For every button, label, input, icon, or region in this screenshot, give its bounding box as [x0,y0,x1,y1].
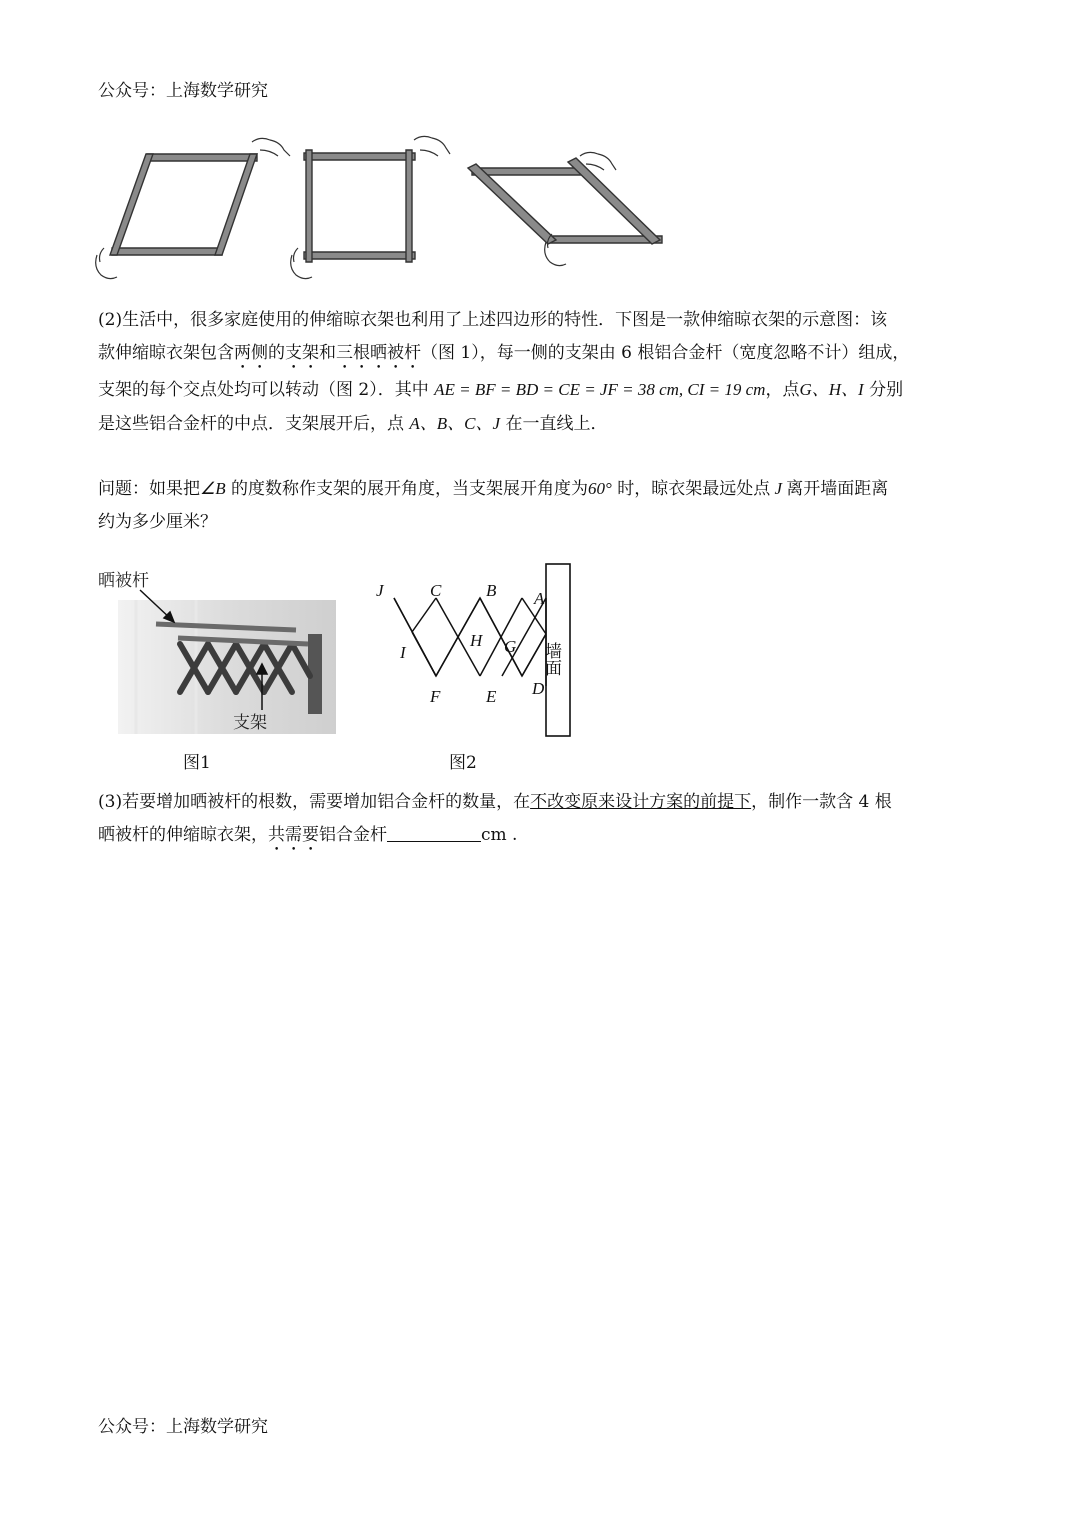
question-paragraph [98,472,982,539]
point-label: D [532,679,545,698]
figure-1-caption: 图1 [183,753,211,773]
collinear-points: A、B、C、J [409,414,501,433]
part-3-line-1: (3)若要增加晒被杆的根数，需要增加铝合金杆的数量，在不改变原来设计方案的前提下，制作一款含 4 根 [98,792,892,812]
quadrilateral-frames-illustration [92,130,672,290]
point-j: J [770,479,787,498]
point-label: H [470,631,483,650]
question-line-2: 约为多少厘米？ [98,512,217,532]
figure-2-caption: 图2 [449,753,477,773]
part-2-line-1: (2)生活中，很多家庭使用的伸缩晾衣架也利用了上述四边形的特性．下图是一款伸缩晾衣架的示意图：该 [98,310,888,330]
label-support-frame: 支架 [233,713,267,733]
point-label: G [504,637,517,656]
label-drying-rod: 晒被杆 [98,571,149,591]
wall-label: 墙面 [541,642,561,676]
emphasis-frame: 支架 [285,343,319,363]
angle-b: ∠B [200,479,226,498]
point-label: B [486,581,497,600]
answer-blank[interactable] [387,823,481,842]
page-header: 公众号：上海数学研究 [98,81,268,101]
point-label: F [430,687,441,706]
midpoints-ghi: G、H、I [799,380,864,399]
figure-1-photo [96,564,346,740]
point-label: E [486,687,497,706]
emphasis-total-need: 共需要 [268,825,319,845]
underlined-condition: 不改变原来设计方案的前提下 [530,792,752,812]
page-footer: 公众号：上海数学研究 [98,1417,268,1437]
emphasis-three-rods: 三根晒被杆 [336,343,421,363]
point-label: C [430,581,442,600]
question-line-1: 问题：如果把∠B 的度数称作支架的展开角度，当支架展开角度为60° 时，晾衣架最远处点 J 离开墙面距离 [98,479,889,499]
part-2-line-3: 支架的每个交点处均可以转动（图 2）．其中 AE = BF = BD = CE = JF = 38 cm, CI = 19 cm，点G、H、I 分别 [98,380,904,400]
point-label: J [376,581,384,600]
length-equation: AE = BF = BD = CE = JF = 38 cm, CI = 19 cm [434,380,766,399]
part-2-paragraph [98,304,982,441]
part-3-line-2: 晒被杆的伸缩晾衣架，共需要铝合金杆 cm . [98,825,518,845]
figure-2-diagram [372,558,578,742]
point-label: A [534,589,545,608]
part-2-line-2: 款伸缩晾衣架包含两侧的支架和三根晒被杆（图 1），每一侧的支架由 6 根铝合金杆（宽度忽略不计）组成， [98,343,910,363]
part-2-line-4: 是这些铝合金杆的中点．支架展开后，点 A、B、C、J 在一直线上． [98,414,608,434]
emphasis-two-sides: 两侧 [234,343,268,363]
angle-60: 60° [588,479,612,498]
point-label: I [400,643,406,662]
part-3-paragraph [98,786,982,855]
